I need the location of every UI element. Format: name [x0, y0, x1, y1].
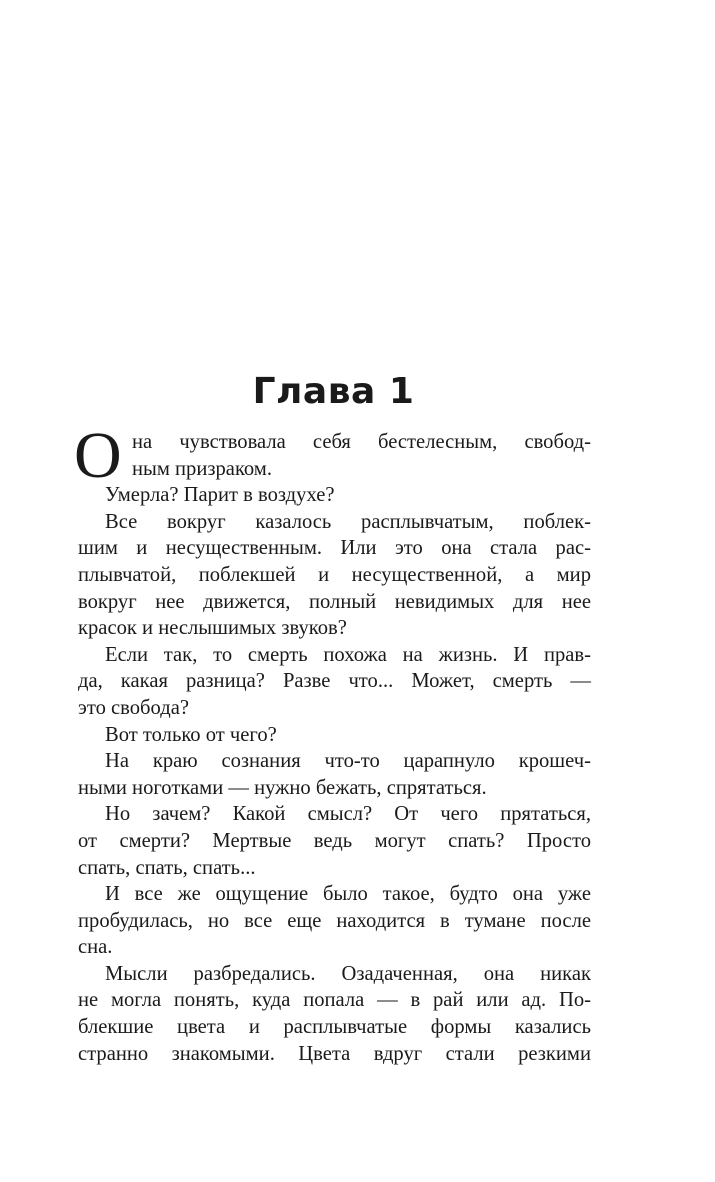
- drop-cap: О: [74, 419, 122, 492]
- chapter-body: [74, 419, 591, 1067]
- chapter-title: Глава 1: [252, 371, 415, 412]
- text-line: На краю сознания что-то царапнуло крошеч-: [105, 750, 591, 773]
- text-line: Мысли разбредались. Озадаченная, она никак: [105, 962, 591, 985]
- text-line: ными ноготками — нужно бежать, спрятаться.: [78, 776, 487, 799]
- text-line: да, какая разница? Разве что... Может, смерть —: [78, 670, 591, 693]
- text-line: вокруг нее движется, полный невидимых для нее: [78, 590, 591, 613]
- text-line: на чувствовала себя бестелесным, свобод-: [132, 431, 591, 453]
- text-line: блекшие цвета и расплывчатые формы казались: [78, 1016, 591, 1039]
- text-line: ным призраком.: [132, 457, 272, 480]
- text-line: пробудилась, но все еще находится в тумане после: [78, 909, 591, 932]
- text-line: шим и несущественным. Или это она стала рас-: [78, 537, 591, 560]
- text-line: спать, спать, спать...: [78, 856, 256, 879]
- text-line: Но зачем? Какой смысл? От чего прятаться,: [105, 803, 591, 826]
- text-line: странно знакомыми. Цвета вдруг стали резкими: [78, 1042, 591, 1065]
- text-line: от смерти? Мертвые ведь могут спать? Просто: [78, 829, 591, 852]
- text-line: сна.: [78, 936, 113, 959]
- text-line: Умерла? Парит в воздухе?: [105, 484, 335, 507]
- text-line: это свобода?: [78, 696, 189, 719]
- text-line: красок и неслышимых звуков?: [78, 617, 347, 640]
- text-line: плывчатой, поблекшей и несущественной, а мир: [78, 563, 591, 586]
- text-line: Вот только от чего?: [105, 723, 277, 746]
- text-line: Если так, то смерть похожа на жизнь. И прав-: [105, 643, 591, 666]
- text-line: И все же ощущение было такое, будто она уже: [105, 883, 591, 906]
- text-line: не могла понять, куда попала — в рай или ад. По-: [78, 989, 591, 1012]
- text-line: Все вокруг казалось расплывчатым, поблек-: [105, 510, 591, 533]
